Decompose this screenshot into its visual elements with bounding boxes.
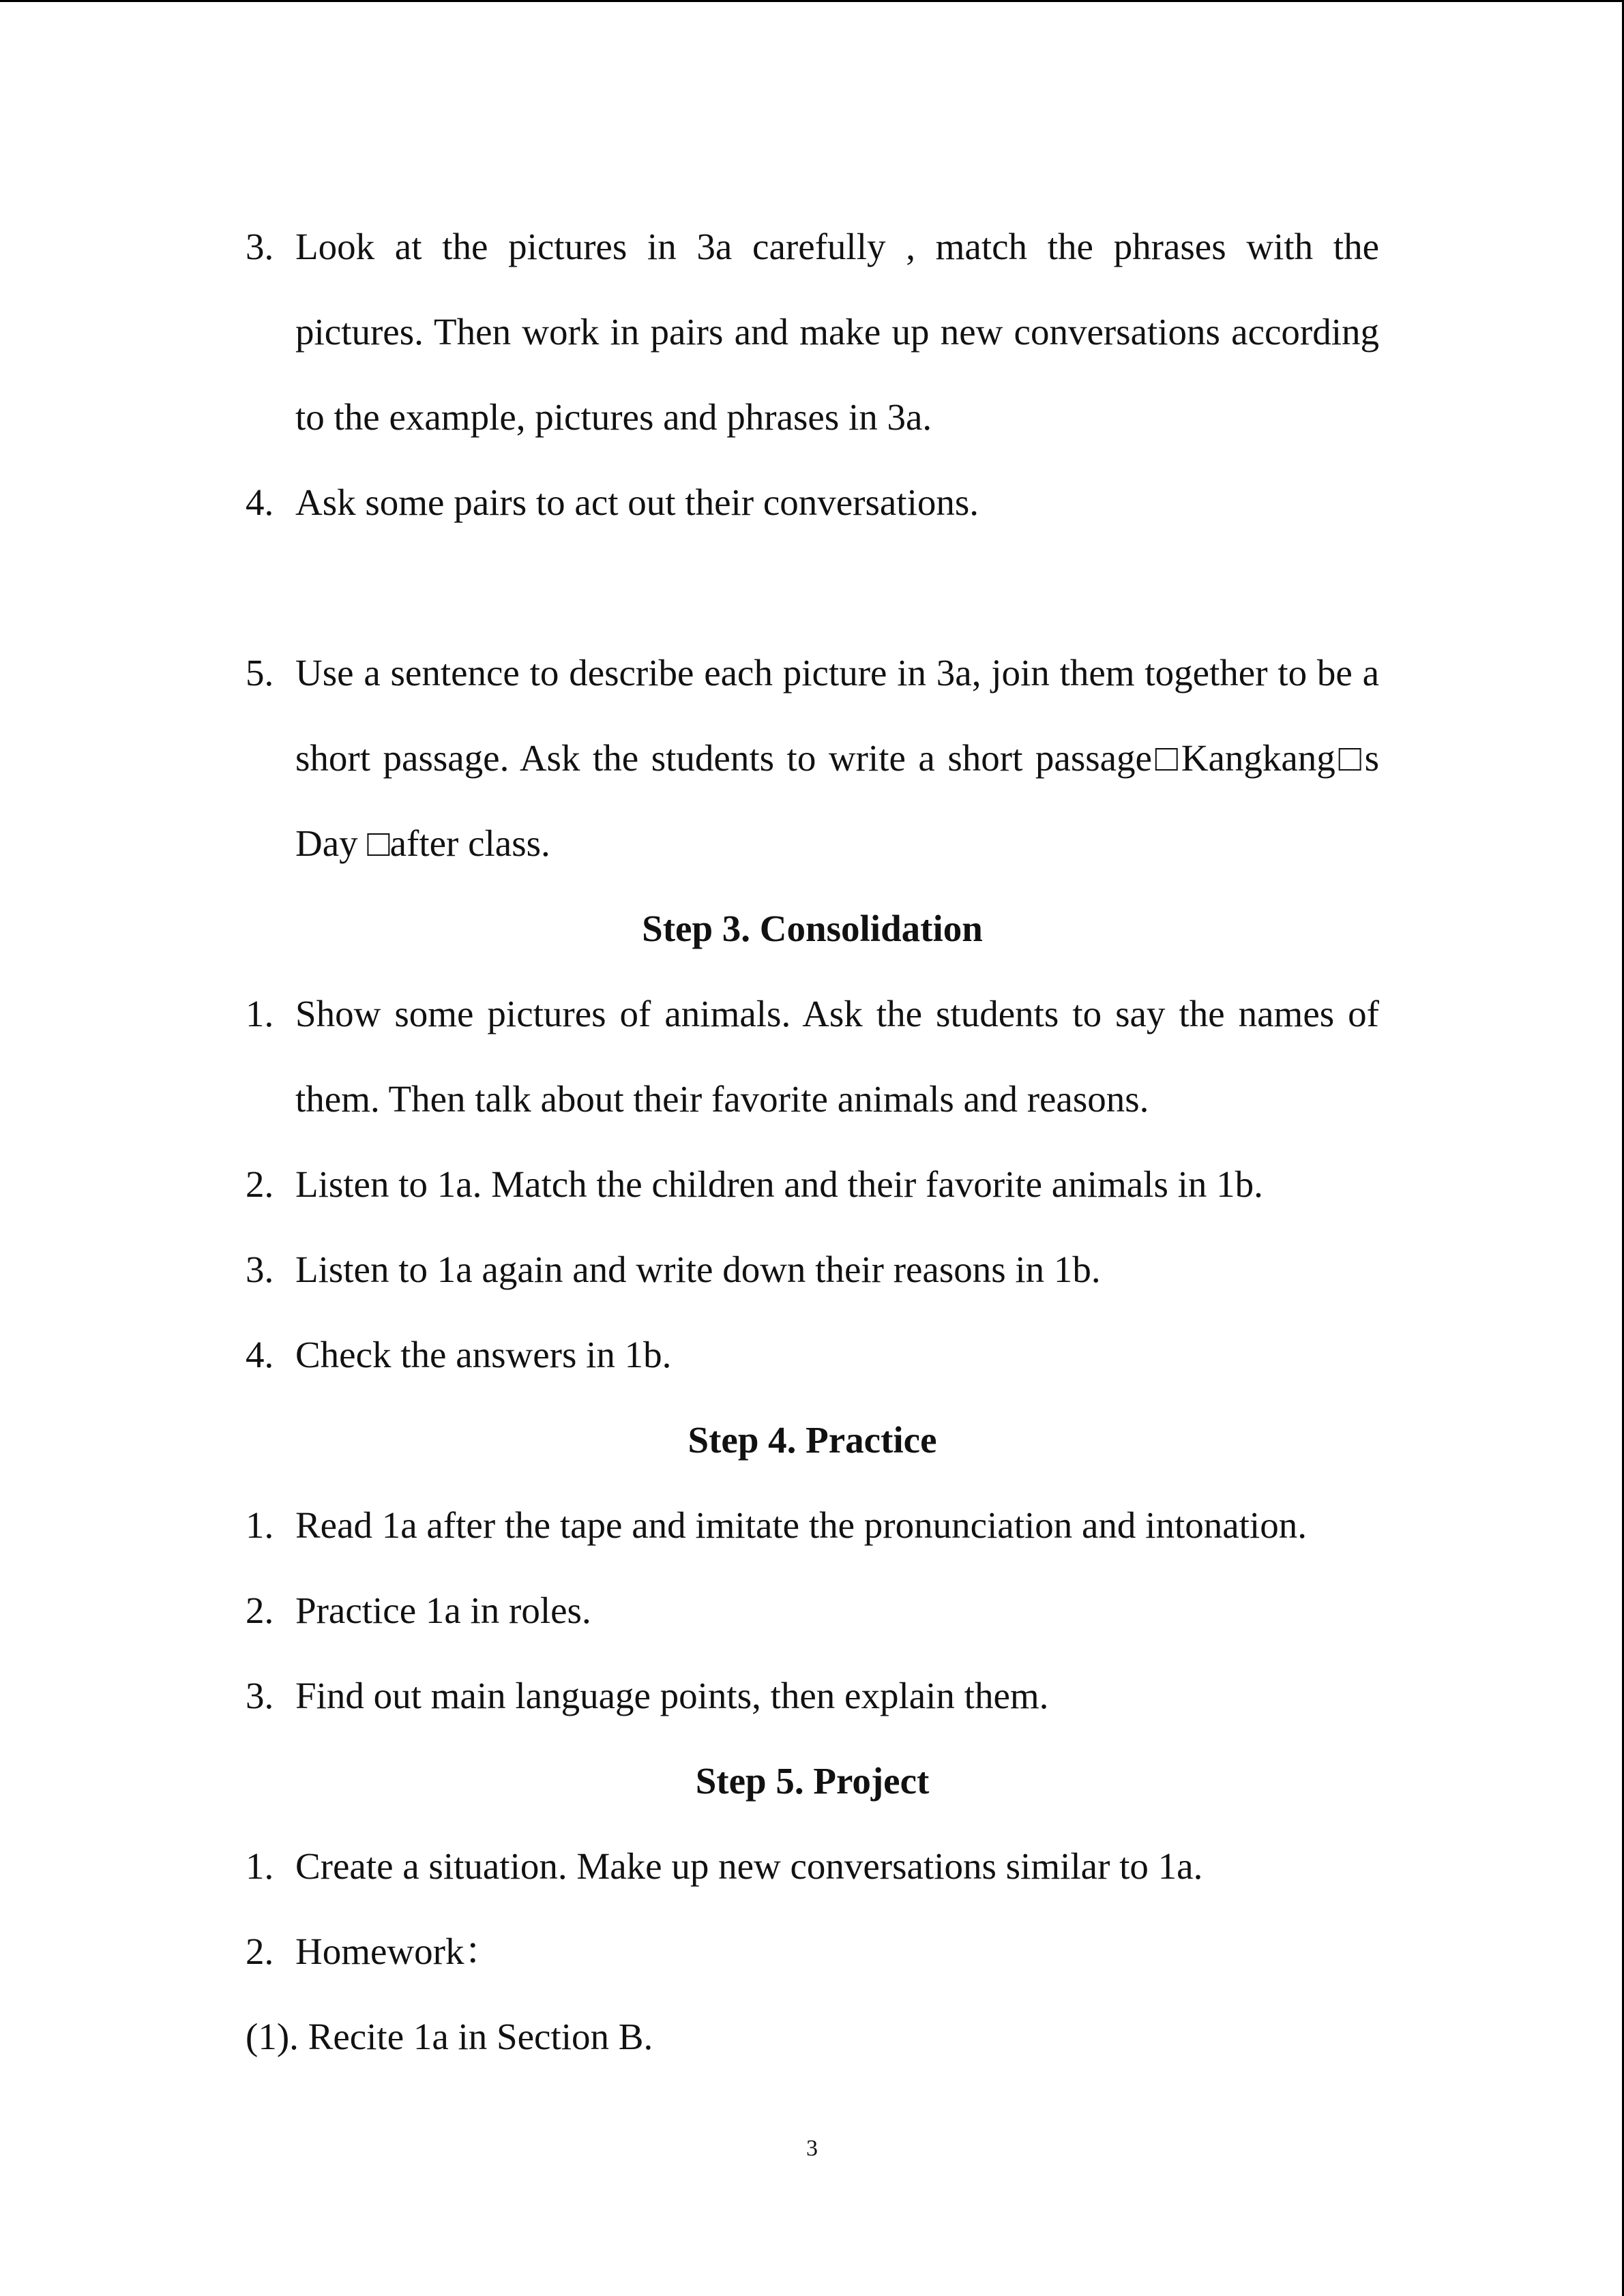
list-text: Show some pictures of animals. Ask the students to say the names of them. Then talk about their favorite animals and reasons. (295, 993, 1379, 1120)
list-text: Find out main language points, then explain them. (295, 1675, 1049, 1716)
list-number: 5. (246, 652, 274, 694)
homework-item: (1). Recite 1a in Section B. (246, 2016, 653, 2057)
list-item (246, 204, 1379, 460)
list-item (246, 1312, 1379, 1397)
list-number: 4. (246, 1334, 274, 1375)
list-number: 2. (246, 1590, 274, 1631)
list-text: Create a situation. Make up new conversations similar to 1a. (295, 1845, 1203, 1887)
list-item (246, 1653, 1379, 1738)
page-content (246, 204, 1379, 2079)
list-item (246, 1568, 1379, 1653)
blank-line (246, 545, 1379, 630)
list-number: 1. (246, 993, 274, 1034)
list-item (246, 1482, 1379, 1568)
list-item (246, 630, 1379, 886)
list-text: Homework： (295, 1930, 502, 1972)
list-item (246, 1909, 1379, 1994)
list-text: Look at the pictures in 3a carefully , match the phrases with the pictures. Then work in pairs and make up new conversations according to the example, pictures and phrases in 3a. (295, 226, 1379, 438)
list-item (246, 1227, 1379, 1312)
list-item (246, 1142, 1379, 1227)
list-number: 2. (246, 1930, 274, 1972)
list-text: Listen to 1a again and write down their reasons in 1b. (295, 1249, 1101, 1290)
list-item (246, 971, 1379, 1142)
page-number: 3 (806, 2136, 818, 2161)
list-text: Read 1a after the tape and imitate the pronunciation and intonation. (295, 1504, 1307, 1546)
list-item (246, 460, 1379, 545)
list-text: Listen to 1a. Match the children and their favorite animals in 1b. (295, 1163, 1263, 1205)
list-number: 1. (246, 1845, 274, 1887)
list-text: Check the answers in 1b. (295, 1334, 672, 1375)
section-heading-step-3: Step 3. Consolidation (642, 908, 983, 949)
section-heading-step-5: Step 5. Project (695, 1760, 930, 1802)
list-number: 3. (246, 1249, 274, 1290)
list-number: 1. (246, 1504, 274, 1546)
list-text: Practice 1a in roles. (295, 1590, 591, 1631)
list-number: 3. (246, 1675, 274, 1716)
list-text: Ask some pairs to act out their conversations. (295, 481, 979, 523)
list-number: 4. (246, 481, 274, 523)
list-text: Use a sentence to describe each picture in 3a, join them together to be a short passage. Ask the students to write a short passage□Kangkang□s Day □after class. (295, 652, 1379, 864)
section-heading-step-4: Step 4. Practice (688, 1419, 937, 1461)
list-number: 2. (246, 1163, 274, 1205)
list-number: 3. (246, 226, 274, 267)
list-item (246, 1823, 1379, 1909)
